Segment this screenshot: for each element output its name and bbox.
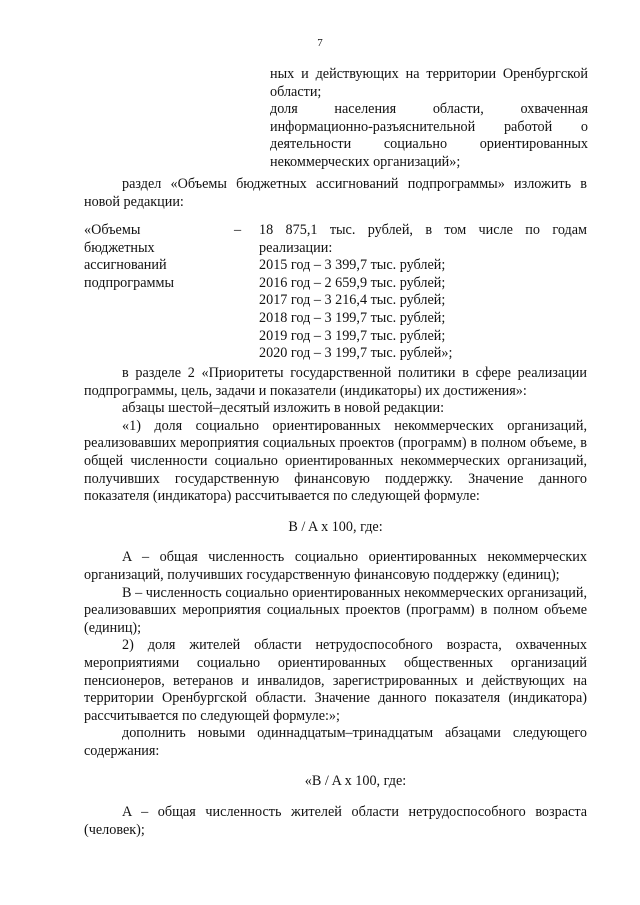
budget-year-row: 2018 год – 3 199,7 тыс. рублей; xyxy=(259,309,446,326)
budget-values xyxy=(259,222,587,363)
section-intro-paragraph: раздел «Объемы бюджетных ассигнований подпрограммы» изложить в новой редакции: xyxy=(84,176,587,210)
continuation-block xyxy=(270,66,588,172)
budget-label-line: ассигнований xyxy=(84,257,167,274)
budget-label-line: «Объемы xyxy=(84,222,141,238)
definition-a-paragraph: A – общая численность социально ориентированных некоммерческих организаций, получивших государственную финансовую поддержку (единиц); xyxy=(84,549,587,583)
section-intro-block xyxy=(84,176,587,211)
budget-year-row: 2015 год – 3 399,7 тыс. рублей; xyxy=(259,257,446,274)
share-population-paragraph: доля населения области, охваченная информационно-разъяснительной работой о деятельности социально ориентированных некоммерческих организаций»; xyxy=(270,101,588,170)
continuation-paragraph: ных и действующих на территории Оренбургской области; xyxy=(270,66,588,100)
page-number: 7 xyxy=(317,37,323,49)
section2-paragraph: в разделе 2 «Приоритеты государственной политики в сфере реализации подпрограммы, цель, задачи и показатели (индикаторы) их достижения»: xyxy=(84,365,587,399)
budget-label-line: подпрограммы xyxy=(84,274,174,291)
budget-label-line: бюджетных xyxy=(84,239,155,256)
budget-total-cont: реализации: xyxy=(259,239,333,256)
budget-label xyxy=(84,222,224,292)
budget-year-row: 2020 год – 3 199,7 тыс. рублей»; xyxy=(259,345,453,362)
definition-b-paragraph: B – численность социально ориентированных некоммерческих организаций, реализовавших мероприятия социальных проектов (программ) в полном объеме (единиц); xyxy=(84,584,587,636)
indicator1-paragraph: «1) доля социально ориентированных некоммерческих организаций, реализовавших мероприятия социальных проектов (программ) в полном объеме, в общей численности социально ориентированных некоммерческих организаций, получивших государственную финансовую поддержку. Значение данного показателя (индикатора) рассчитывается по следующей формуле: xyxy=(84,417,587,505)
budget-year-row: 2017 год – 3 216,4 тыс. рублей; xyxy=(259,292,446,309)
formula-2: «B / A x 100, где: xyxy=(304,773,407,790)
paragraphs-6-10-paragraph: абзацы шестой–десятый изложить в новой редакции: xyxy=(122,400,445,417)
definition-a2-paragraph: A – общая численность жителей области нетрудоспособного возраста (человек); xyxy=(84,804,587,838)
budget-dash: – xyxy=(234,222,242,238)
main-body xyxy=(84,365,587,839)
budget-year-row: 2019 год – 3 199,7 тыс. рублей; xyxy=(259,327,446,344)
budget-year-row: 2016 год – 2 659,9 тыс. рублей; xyxy=(259,274,446,291)
formula-1: B / A x 100, где: xyxy=(288,518,383,535)
supplement-paragraph: дополнить новыми одиннадцатым–тринадцатым абзацами следующего содержания: xyxy=(84,725,587,759)
indicator2-paragraph: 2) доля жителей области нетрудоспособного возраста, охваченных мероприятиями социально ориентированных общественных организаций пенсионеров, ветеранов и инвалидов, зарегистрированных и действующих на территории Оренбургской области. Значение данного показателя (индикатора) рассчитывается по следующей формуле:»; xyxy=(84,637,587,724)
budget-total: 18 875,1 тыс. рублей, в том числе по годам xyxy=(259,222,587,238)
